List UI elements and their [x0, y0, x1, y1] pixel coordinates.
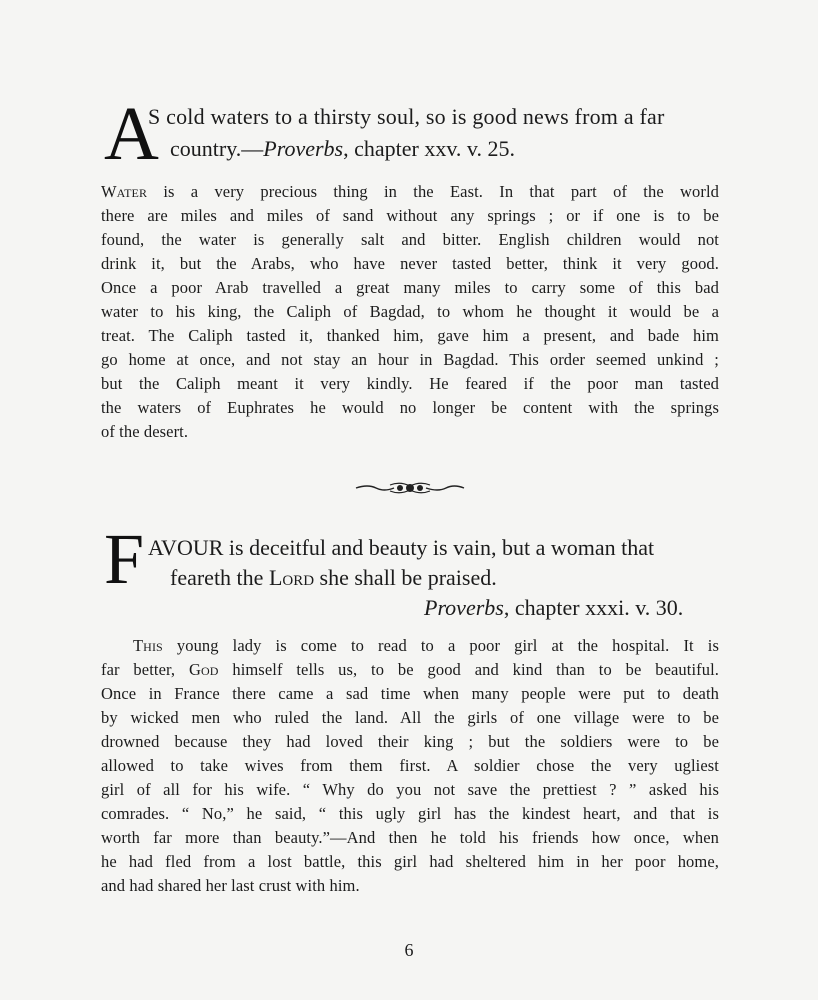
paragraph-line: This young lady is come to read to a poor girl at the hospital. It is [133, 636, 719, 655]
first-word: This [133, 636, 163, 655]
paragraph-line: of the desert. [101, 422, 189, 441]
paragraph-line: the waters of Euphrates he would no longer be content with the springs [101, 398, 719, 417]
paragraph-line: but the Caliph meant it very kindly. He feared if the poor man tasted [101, 374, 719, 393]
paragraph-line: drowned because they had loved their king ; but the soldiers were to be [101, 732, 719, 751]
verse-source: Proverbs [424, 595, 504, 620]
paragraph-line: worth far more than beauty.”—And then he told his friends how once, when [101, 828, 719, 847]
paragraph-line: treat. The Caliph tasted it, thanked him, gave him a present, and bade him [101, 326, 719, 345]
paragraph-line: Once in France there came a sad time when many people were put to death [101, 684, 719, 703]
verse-proverbs-31 [104, 519, 724, 629]
verse-line: AVOUR is deceitful and beauty is vain, but a woman that [148, 535, 655, 560]
paragraph-line: allowed to take wives from them first. A soldier chose the very ugliest [101, 756, 719, 775]
paragraph-line: drink it, but the Arabs, who have never tasted better, think it very good. [101, 254, 719, 273]
paragraph-line: go home at once, and not stay an hour in Bagdad. This order seemed unkind ; [101, 350, 719, 369]
paragraph-line: girl of all for his wife. “ Why do you not save the prettiest ? ” asked his [101, 780, 719, 799]
verse-proverbs-25 [104, 92, 724, 176]
paragraph-line: he had fled from a lost battle, this girl had sheltered him in her poor home, [101, 852, 719, 871]
verse-line: S cold waters to a thirsty soul, so is good news from a far [148, 104, 665, 129]
small-caps-word: God [188, 660, 219, 679]
paragraph-line: water to his king, the Caliph of Bagdad, to whom he thought it would be a [101, 302, 719, 321]
verse-text: country.— [170, 136, 264, 161]
drop-cap: A [104, 92, 159, 176]
paragraph-line: there are miles and miles of sand without any springs ; or if one is to be [101, 206, 719, 225]
drop-cap: F [104, 519, 145, 599]
page-number: 6 [404, 940, 414, 960]
small-caps-word: Lord [268, 565, 315, 590]
verse-line: feareth the Lord she shall be praised. [170, 565, 497, 590]
verse-line [170, 134, 515, 164]
verse-reference: , chapter xxxi. v. 30. [503, 595, 684, 620]
ornament-divider [354, 480, 466, 496]
paragraph-line: by wicked men who ruled the land. All the girls of one village were to be [101, 708, 719, 727]
paragraph-line: and had shared her last crust with him. [101, 876, 360, 895]
verse-source: Proverbs [263, 136, 344, 161]
paragraph-line: far better, God himself tells us, to be good and kind than to be beautiful. [101, 660, 719, 679]
first-word: Water [101, 182, 148, 201]
paragraph-line: Water is a very precious thing in the East. In that part of the world [101, 182, 719, 201]
paragraph-line: comrades. “ No,” he said, “ this ugly girl has the kindest heart, and that is [101, 804, 719, 823]
paragraph-line: found, the water is generally salt and bitter. English children would not [101, 230, 719, 249]
verse-citation [424, 593, 683, 623]
paragraph-line: Once a poor Arab travelled a great many miles to carry some of this bad [101, 278, 719, 297]
verse-reference: , chapter xxv. v. 25. [343, 136, 515, 161]
